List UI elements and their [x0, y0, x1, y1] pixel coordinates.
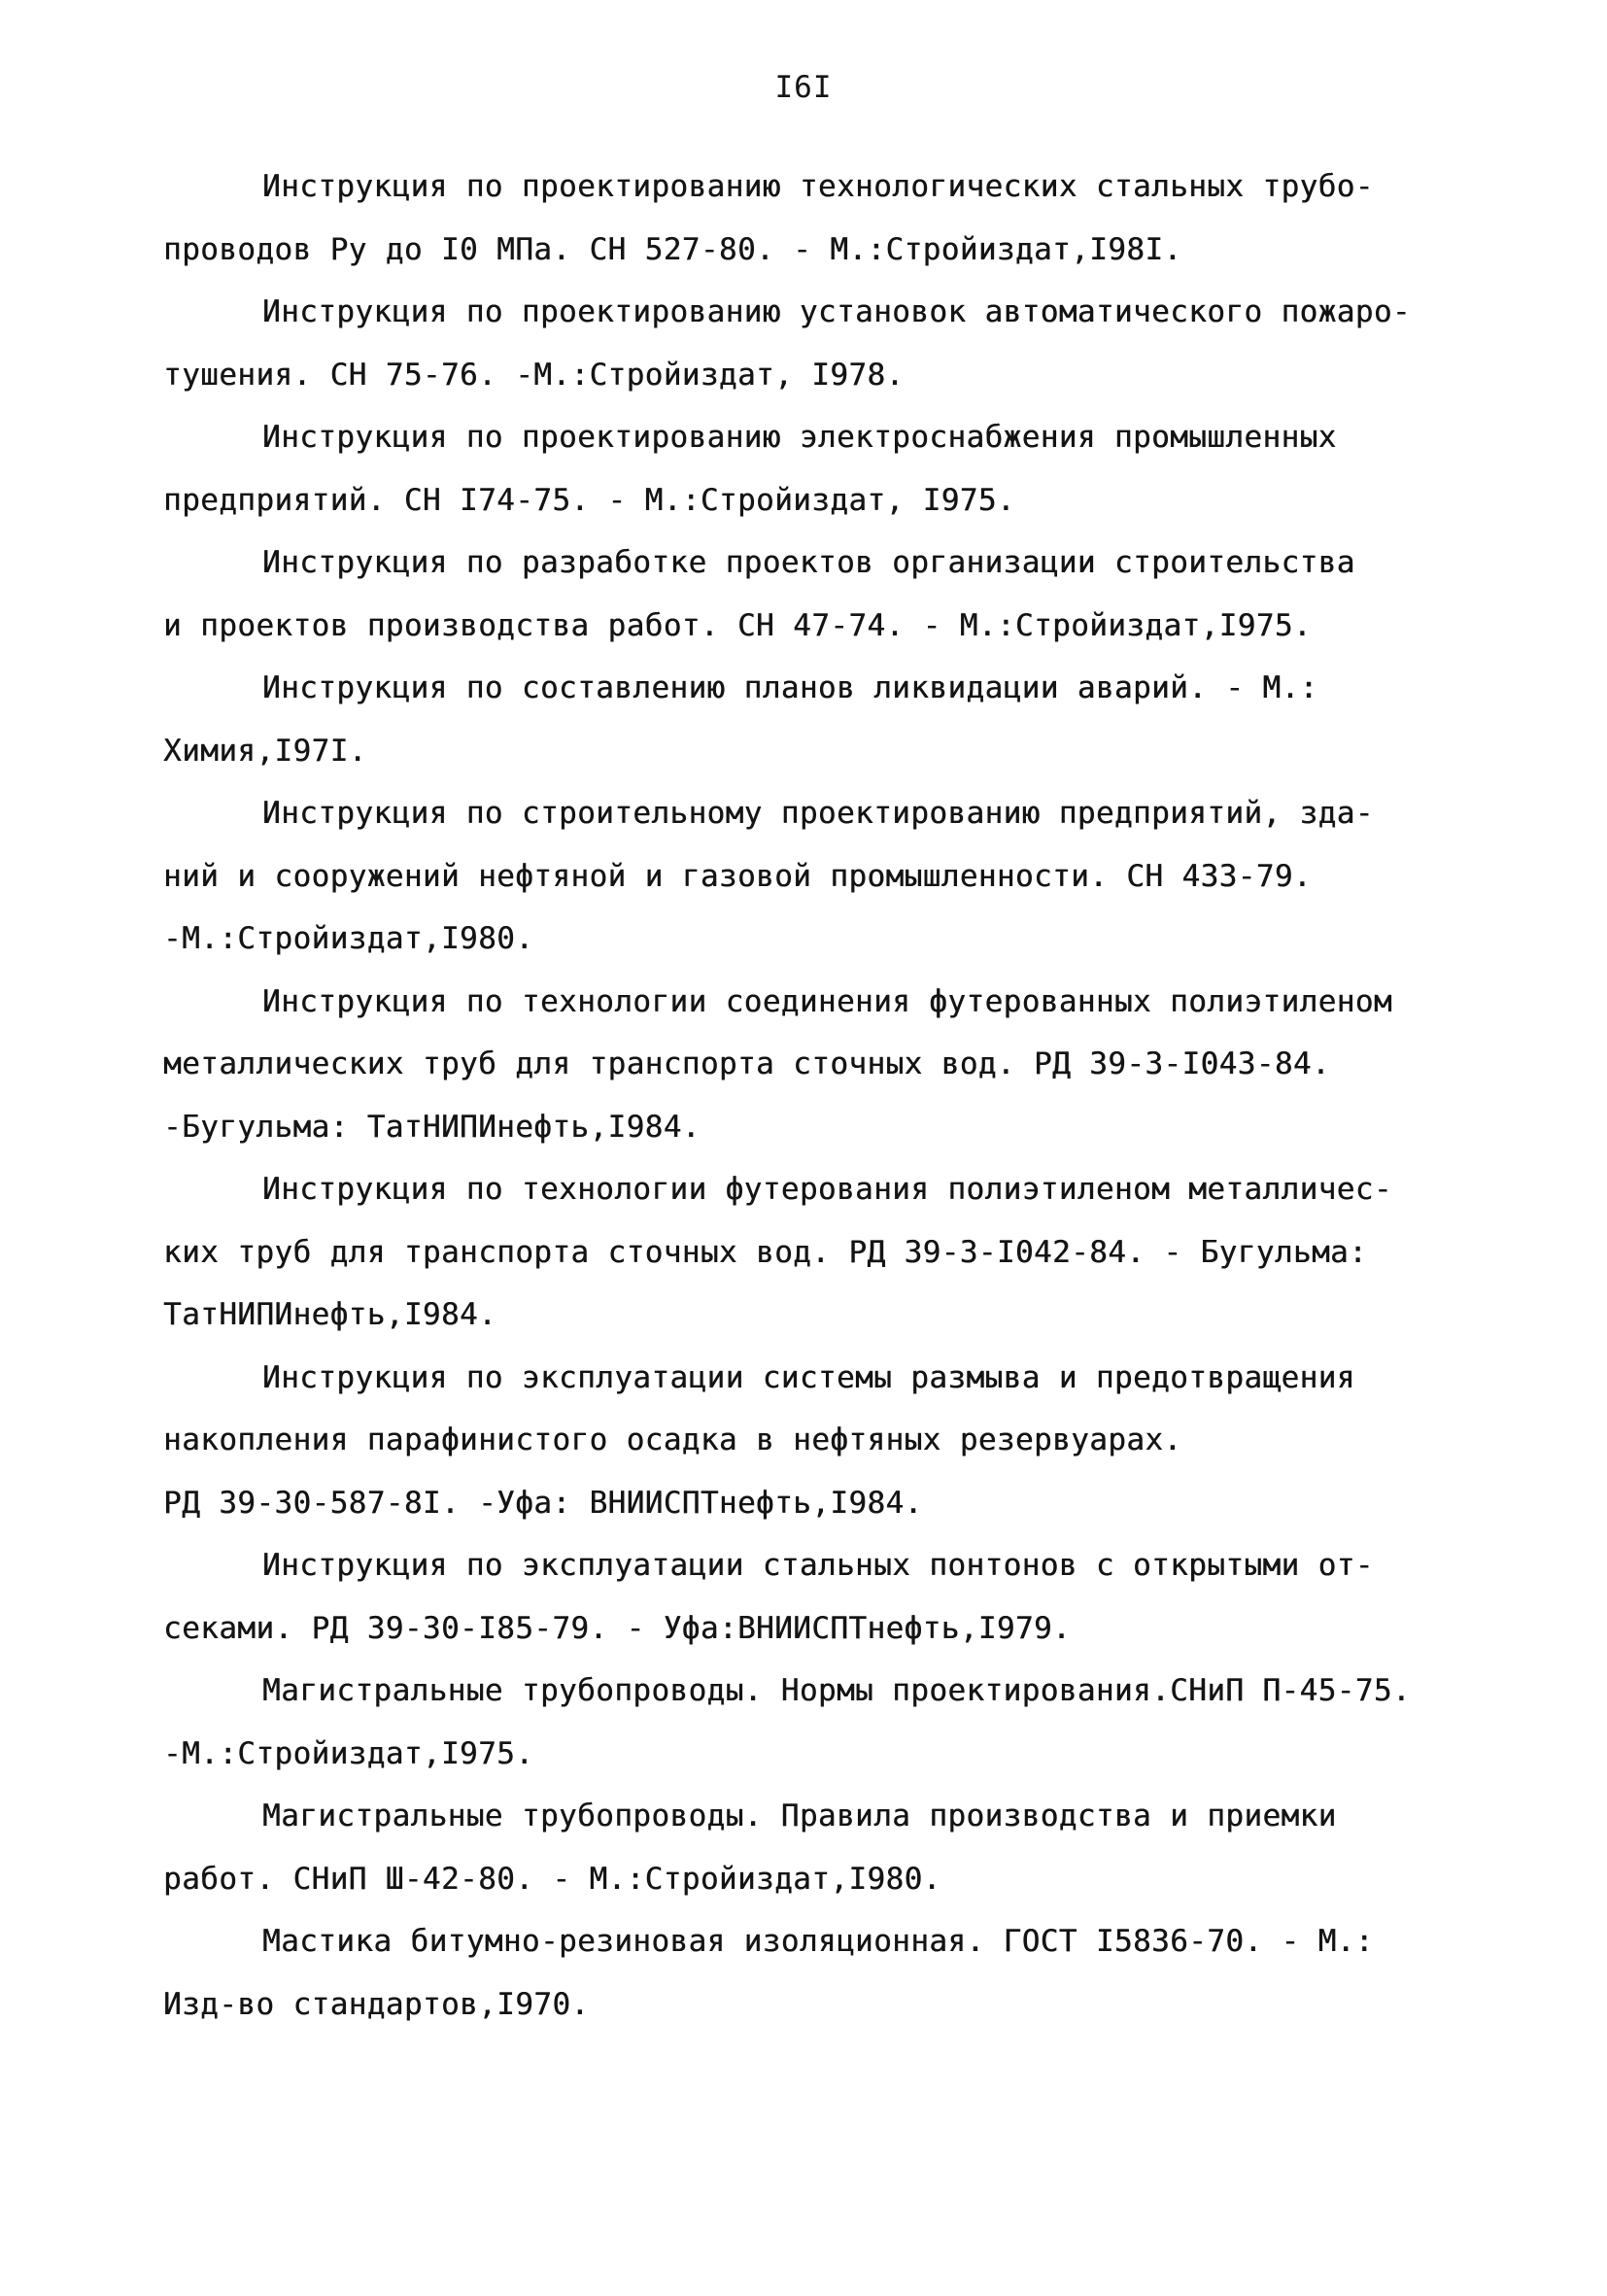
reference-line: -Бугульма: ТатНИПИнефть,I984. [163, 1109, 701, 1145]
reference-line: и проектов производства работ. СН 47-74. - М.:Стройиздат,I975. [163, 607, 1312, 643]
reference-line: Инструкция по составлению планов ликвидации аварий. - М.: [262, 670, 1318, 705]
reference-entry [163, 657, 1485, 782]
reference-line: Инструкция по проектированию технологических стальных трубо- [262, 169, 1374, 204]
reference-entry [163, 406, 1485, 531]
reference-entry [163, 782, 1485, 971]
reference-line: Инструкция по проектированию электроснабжения промышленных [262, 420, 1337, 455]
reference-line: -М.:Стройиздат,I975. [163, 1735, 534, 1771]
reference-line: Инструкция по технологии соединения футерованных полиэтиленом [262, 983, 1392, 1019]
reference-line: Инструкция по строительному проектированию предприятий, зда- [262, 796, 1374, 831]
reference-line: -М.:Стройиздат,I980. [163, 921, 534, 956]
reference-line: металлических труб для транспорта сточных вод. РД 39-3-I043-84. [163, 1046, 1331, 1081]
reference-line: ний и сооружений нефтяной и газовой промышленности. СН 433-79. [163, 858, 1312, 894]
reference-line: ких труб для транспорта сточных вод. РД 39-3-I042-84. - Бугульма: [163, 1234, 1368, 1270]
reference-entry [163, 281, 1485, 406]
reference-entry [163, 1158, 1485, 1347]
page-number: I6I [774, 70, 833, 105]
reference-line: Инструкция по эксплуатации системы размыва и предотвращения [262, 1359, 1355, 1395]
reference-line: Инструкция по разработке проектов организации строительства [262, 545, 1355, 580]
reference-entry [163, 155, 1485, 281]
reference-entry [163, 1785, 1485, 1910]
reference-line: Инструкция по технологии футерования полиэтиленом металличес- [262, 1172, 1392, 1207]
reference-line: накопления парафинистого осадка в нефтяных резервуарах. [163, 1422, 1182, 1457]
reference-entry [163, 1534, 1485, 1660]
reference-entry [163, 1347, 1485, 1535]
reference-line: РД 39-30-587-8I. -Уфа: ВНИИСПТнефть,I984. [163, 1485, 923, 1521]
reference-line: проводов Ру до I0 МПа. СН 527-80. - М.:Стройиздат,I98I. [163, 231, 1182, 267]
reference-line: Инструкция по проектированию установок автоматического пожаро- [262, 294, 1411, 329]
reference-line: секами. РД 39-30-I85-79. - Уфа:ВНИИСПТнефть,I979. [163, 1610, 1072, 1646]
reference-line: работ. СНиП Ш-42-80. - М.:Стройиздат,I980. [163, 1861, 941, 1897]
reference-entry [163, 971, 1485, 1159]
reference-line: Магистральные трубопроводы. Нормы проектирования.СНиП П-45-75. [262, 1673, 1411, 1708]
reference-entry [163, 531, 1485, 657]
reference-line: предприятий. СН I74-75. - М.:Стройиздат, I975. [163, 482, 1015, 518]
reference-line: Магистральные трубопроводы. Правила производства и приемки [262, 1799, 1337, 1833]
reference-line: Мастика битумно-резиновая изоляционная. ГОСТ I5836-70. - М.: [262, 1924, 1374, 1959]
reference-list [163, 155, 1485, 2036]
reference-entry [163, 1910, 1485, 2036]
reference-line: ТатНИПИнефть,I984. [163, 1297, 497, 1332]
reference-line: Изд-во стандартов,I970. [163, 1986, 590, 2022]
reference-entry [163, 1660, 1485, 1785]
reference-line: Инструкция по эксплуатации стальных понтонов с открытыми от- [262, 1548, 1374, 1583]
reference-line: тушения. СН 75-76. -М.:Стройиздат, I978. [163, 357, 905, 393]
reference-line: Химия,I97I. [163, 733, 367, 769]
